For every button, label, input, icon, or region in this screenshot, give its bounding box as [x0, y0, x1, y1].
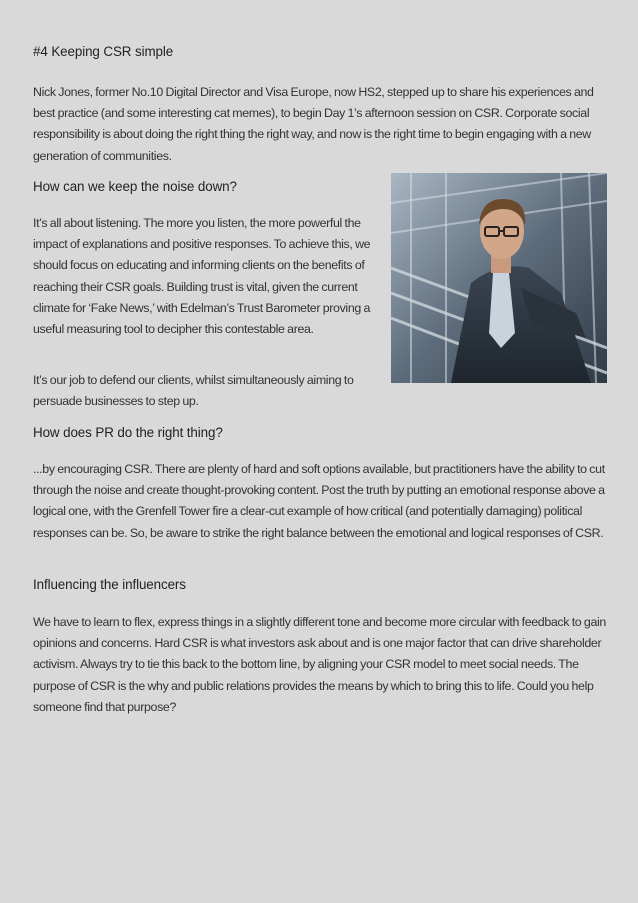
heading-pr: How does PR do the right thing? — [33, 425, 223, 440]
job-paragraph: It’s our job to defend our clients, whilst simultaneously aiming to persuade businesses to step up. — [33, 373, 354, 409]
listening-paragraph: It’s all about listening. The more you listen, the more powerful the impact of explanations and positive responses. To achieve this, we should focus on educating and informing clients on the benefits of reaching their CSR goals. Building trust is vital, given the current climate for ‘Fake News,’ with Edelman’s Trust Barometer proving a useful measuring tool to decipher this contestable area. — [33, 216, 371, 337]
intro-paragraph: Nick Jones, former No.10 Digital Director and Visa Europe, now HS2, stepped up to share his experiences and best practice (and some interesting cat memes), to begin Day 1’s afternoon session on CSR. Corporate social responsibility is about doing the right thing the right way, and now is the right time to begin engaging with a new generation of communities. — [33, 85, 594, 163]
heading-influencers: Influencing the influencers — [33, 577, 186, 592]
speaker-photo — [391, 173, 607, 383]
pr-paragraph: ...by encouraging CSR. There are plenty of hard and soft options available, but practitioners have the ability to cut through the noise and create thought-provoking content. Post the truth by putting an emotional response above a logical one, with the Grenfell Tower fire a clear-cut example of how critical (and potentially damaging) political responses can be. So, be aware to strike the right balance between the emotional and logical responses of CSR. — [33, 462, 605, 540]
section-title: #4 Keeping CSR simple — [33, 44, 174, 59]
heading-noise: How can we keep the noise down? — [33, 179, 237, 194]
influencers-paragraph: We have to learn to flex, express things in a slightly different tone and become more circular with feedback to gain opinions and concerns. Hard CSR is what investors ask about and is one major factor that can drive shareholder activism. Always try to tie this back to the bottom line, by aligning your CSR model to meet social needs. The purpose of CSR is the why and public relations provides the means by which to bring this to life. Could you help someone find that purpose? — [33, 615, 606, 714]
